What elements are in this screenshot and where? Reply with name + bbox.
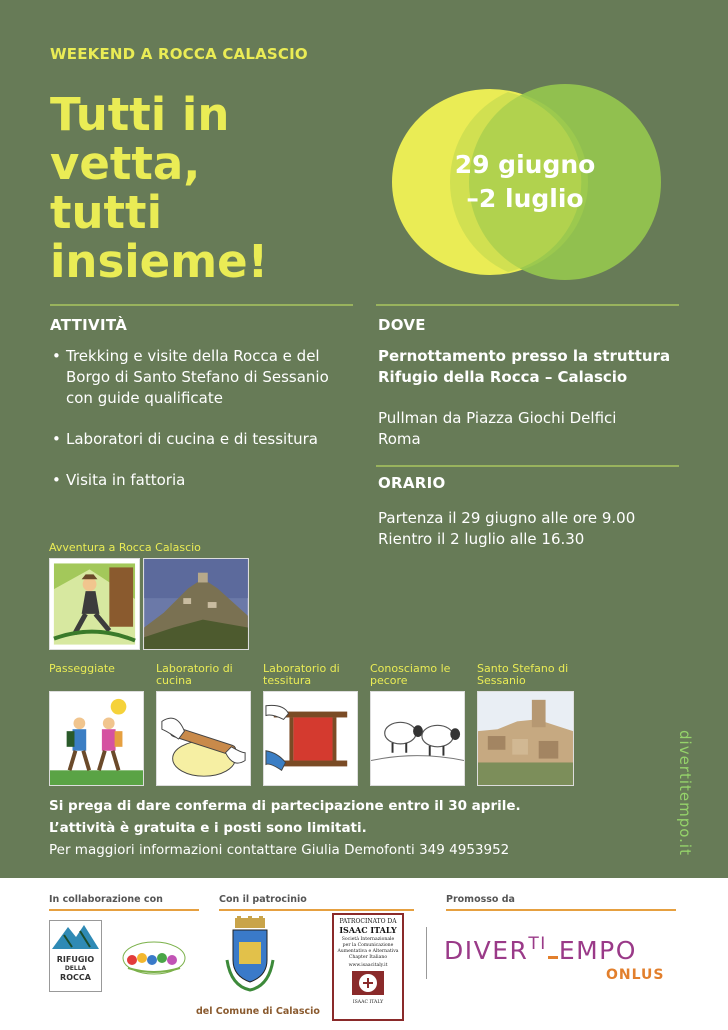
logo-line: DELLA	[64, 965, 87, 972]
list-item: • Visita in fattoria	[50, 470, 350, 491]
isaac-desc-line: Aumentativa e Alternativa	[337, 949, 399, 954]
adventure-caption: Avventura a Rocca Calascio	[49, 541, 201, 554]
list-item: • Trekking e visite della Rocca e del Borgo di Santo Stefano di Sessanio con guide qualificate	[50, 346, 350, 409]
comune-crest-icon	[221, 916, 279, 994]
headline-line-3: tutti	[50, 186, 162, 239]
patrocinio-label: Con il patrocinio	[219, 894, 307, 905]
free-note: L’attività è gratuita e i posti sono limitati.	[49, 820, 367, 836]
caption-line: Sessanio	[477, 674, 526, 687]
lodging-line: Pernottamento presso la struttura	[378, 347, 671, 365]
brand-dash	[548, 956, 558, 959]
orario-line: Partenza il 29 giugno alle ore 9.00	[378, 509, 636, 527]
list-item: • Laboratori di cucina e di tessitura	[50, 429, 350, 450]
onlus-label: ONLUS	[606, 967, 665, 983]
caption-sessanio	[477, 663, 587, 687]
confirm-note: Si prega di dare conferma di partecipazione entro il 30 aprile.	[49, 798, 521, 814]
logo-line: RIFUGIO	[56, 955, 95, 964]
divertitempo-logo[interactable]	[444, 936, 637, 966]
brand-part-raised: TI	[528, 934, 547, 954]
contact-note: Per maggiori informazioni contattare Giulia Demofonti 349 4953952	[49, 842, 510, 858]
divider	[49, 909, 199, 911]
caption-line: Santo Stefano di	[477, 662, 569, 675]
comune-label: del Comune di Calascio	[196, 1006, 320, 1017]
orario-times	[378, 508, 635, 550]
promosso-label: Promosso da	[446, 894, 515, 905]
dove-transport	[378, 408, 616, 450]
event-kicker: WEEKEND A ROCCA CALASCIO	[50, 45, 308, 63]
caption-line: Conosciamo le	[370, 662, 451, 675]
caption-tessitura	[263, 663, 363, 687]
divider	[446, 909, 676, 911]
logo-line: ROCCA	[60, 973, 91, 982]
website-link[interactable]: divertitempo.it	[676, 730, 694, 856]
isaac-line2: ISAAC ITALY	[339, 925, 397, 935]
attivita-heading: ATTIVITÀ	[50, 316, 128, 334]
caption-line: Passeggiate	[49, 662, 115, 675]
headline-line-1: Tutti in	[50, 88, 230, 141]
rocca-photo	[143, 558, 249, 650]
divider	[426, 927, 427, 979]
caption-line: pecore	[370, 674, 408, 687]
caption-cucina	[156, 663, 256, 687]
isaac-line1: PATROCINATO DA	[339, 918, 397, 925]
isaac-desc-line: per la Comunicazione	[342, 943, 394, 948]
dove-lodging	[378, 346, 670, 388]
attivita-list	[50, 346, 350, 511]
lodging-line: Rifugio della Rocca – Calascio	[378, 368, 628, 386]
hikers-pictogram	[49, 691, 144, 786]
sheep-pictogram	[370, 691, 465, 786]
transport-line: Pullman da Piazza Giochi Delfici	[378, 409, 617, 427]
isaac-desc-line: Società Internazionale	[341, 937, 395, 942]
headline-line-2: vetta,	[50, 137, 201, 190]
transport-line: Roma	[378, 430, 421, 448]
divider	[219, 909, 414, 911]
cooking-pictogram	[156, 691, 251, 786]
caption-line: tessitura	[263, 674, 312, 687]
orario-heading: ORARIO	[378, 474, 446, 492]
date-start: 29 giugno	[454, 150, 596, 179]
collab-label: In collaborazione con	[49, 894, 163, 905]
caption-pecore	[370, 663, 470, 687]
isaac-logo	[332, 913, 404, 1021]
isaac-desc	[334, 937, 402, 961]
rifugio-logo	[49, 920, 102, 992]
isaac-url: www.isaacitaly.it	[348, 963, 388, 968]
orario-line: Rientro il 2 luglio alle 16.30	[378, 530, 585, 548]
isaac-desc-line: Chapter Italiano	[348, 955, 388, 960]
divider	[50, 304, 353, 306]
sessanio-photo	[477, 691, 574, 786]
date-end: –2 luglio	[466, 184, 584, 213]
caption-line: Laboratorio di	[263, 662, 340, 675]
brand-part: EMPO	[558, 936, 637, 965]
mountain-icon	[50, 921, 101, 951]
event-dates	[425, 148, 625, 216]
headline	[50, 90, 370, 286]
divider	[376, 304, 679, 306]
isaac-bottom: ISAAC ITALY	[352, 1000, 384, 1005]
divider	[376, 465, 679, 467]
headline-line-4: insieme!	[50, 235, 269, 288]
caption-line: cucina	[156, 674, 192, 687]
caption-line: Laboratorio di	[156, 662, 233, 675]
trekking-pictogram	[49, 558, 140, 650]
dove-heading: DOVE	[378, 316, 426, 334]
rifugio-logo-text	[50, 955, 101, 982]
weaving-pictogram	[263, 691, 358, 786]
brand-part: DIVER	[444, 936, 529, 965]
isaac-emblem-icon	[351, 970, 385, 996]
children-logo	[122, 938, 186, 978]
caption-passeggiate	[49, 663, 149, 675]
